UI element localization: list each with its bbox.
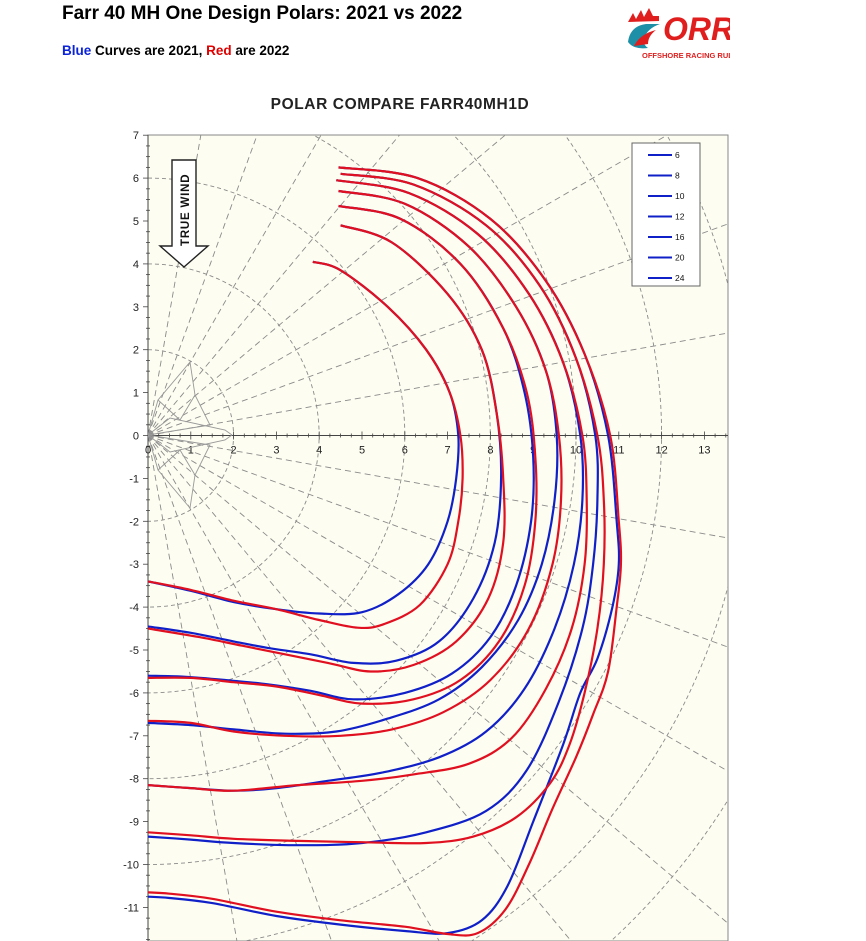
y-tick-label: -4	[129, 602, 139, 615]
legend	[632, 143, 700, 286]
legend-entry: 20	[675, 252, 685, 263]
y-tick-label: 2	[132, 344, 139, 357]
legend-entry: 8	[675, 170, 680, 181]
y-tick-label: -8	[129, 773, 139, 786]
logo-mark: ORR	[663, 11, 730, 47]
y-tick-label: -6	[129, 687, 139, 700]
y-tick-label: -9	[129, 816, 139, 829]
y-tick-label: 0	[132, 430, 139, 443]
subtitle-end: are 2022	[231, 43, 290, 58]
y-tick-label: 1	[132, 387, 139, 400]
subtitle-blue-word: Blue	[62, 43, 92, 58]
y-tick-label: 5	[132, 216, 139, 228]
y-tick-label: -10	[123, 859, 139, 872]
x-tick-label: 12	[655, 444, 668, 457]
x-tick-label: 8	[487, 444, 494, 457]
subtitle-middle: Curves are 2021,	[91, 43, 207, 58]
x-tick-label: 3	[273, 444, 280, 457]
y-tick-label: -5	[129, 645, 139, 657]
y-tick-label: -11	[123, 902, 139, 915]
y-tick-label: -7	[129, 730, 139, 743]
true-wind-label: TRUE WIND	[180, 173, 192, 246]
logo-tagline: OFFSHORE RACING RULE	[642, 51, 730, 60]
chart-title: POLAR COMPARE FARR40MH1D	[270, 96, 530, 113]
x-tick-label: 0	[144, 444, 152, 457]
x-tick-label: 13	[698, 444, 711, 457]
y-tick-label: -1	[129, 473, 139, 486]
legend-entry: 12	[675, 211, 685, 222]
legend-entry: 16	[675, 232, 685, 242]
legend-entry: 6	[675, 150, 680, 160]
document-title: Farr 40 MH One Design Polars: 2021 vs 2022	[62, 3, 463, 24]
y-tick-label: -2	[129, 516, 139, 529]
legend-entry: 10	[675, 191, 685, 201]
x-tick-label: 4	[316, 444, 323, 457]
y-tick-label: 3	[132, 301, 139, 314]
x-tick-label: 2	[230, 444, 237, 457]
y-tick-label: 7	[132, 130, 139, 143]
x-tick-label: 11	[613, 444, 625, 457]
y-tick-label: 6	[132, 173, 139, 186]
y-tick-label: 4	[132, 258, 139, 271]
x-tick-label: 1	[187, 444, 194, 457]
y-tick-label: -3	[129, 559, 139, 572]
x-tick-label: 10	[569, 444, 583, 457]
x-tick-label: 5	[358, 444, 366, 457]
x-tick-label: 7	[444, 444, 451, 457]
subtitle-red-word: Red	[206, 43, 232, 58]
legend-entry: 24	[675, 273, 685, 283]
x-tick-label: 9	[530, 444, 537, 457]
x-tick-label: 6	[401, 444, 408, 457]
